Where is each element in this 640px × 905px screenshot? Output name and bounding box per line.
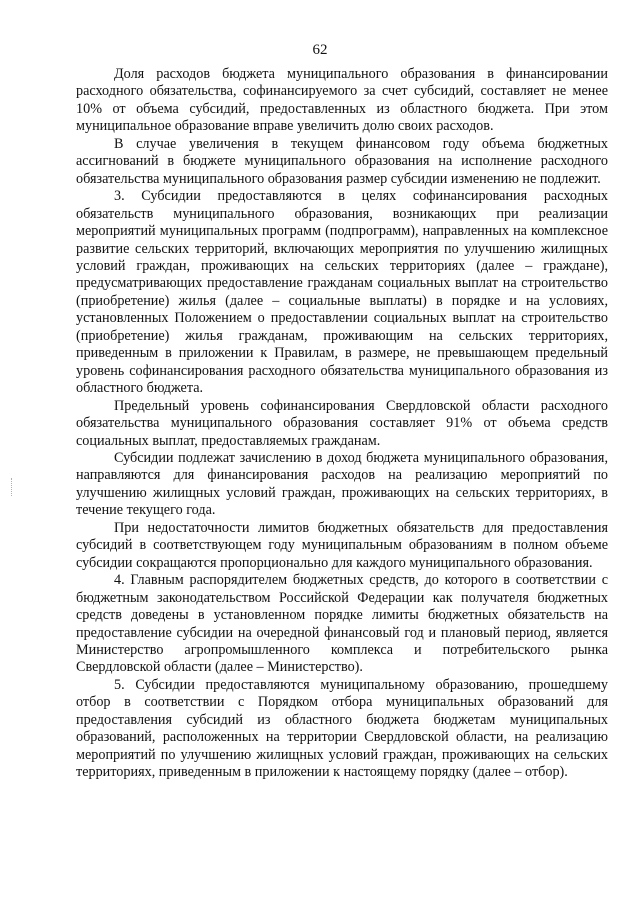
document-body — [76, 66, 608, 782]
paragraph-subsidy-crediting: Субсидии подлежат зачислению в доход бюджета муниципального образования, направляются для финансирования расходов на реализацию мероприятий по улучшению жилищных условий граждан, проживающих на сельских территориях, в течение текущего года. — [76, 449, 608, 519]
margin-mark — [11, 478, 14, 496]
paragraph-item-5-selection: 5. Субсидии предоставляются муниципальному образованию, прошедшему отбор в соответствии с Порядком отбора муниципальных образований для предоставления субсидий из областного бюджета бюджетам муниципальных образований, расположенных на территории Свердловской области, на реализацию мероприятий по улучшению жилищных условий граждан, проживающих на сельских территориях, приведенным в приложении к настоящему порядку (далее – отбор). — [76, 676, 608, 781]
paragraph-cofinancing-limit: Предельный уровень софинансирования Свердловской области расходного обязательства муниципального образования составляет 91% от объема средств социальных выплат, предоставляемых гражданам. — [76, 397, 608, 449]
paragraph-item-3-purpose: 3. Субсидии предоставляются в целях софинансирования расходных обязательств муниципального образования, возникающих при реализации мероприятий муниципальных программ (подпрограмм), направленных на комплексное развитие сельских территорий, включающих мероприятия по улучшению жилищных условий граждан, проживающих на сельских территориях (далее – граждане), предусматривающих предоставление гражданам социальных выплат на строительство (приобретение) жилья (далее – социальные выплаты) в порядке и на условиях, установленных Положением о предоставлении социальных выплат на строительство (приобретение) жилья гражданам, проживающим на сельских территориях, приведенным в приложении к Правилам, в размере, не превышающем предельный уровень софинансирования расходного обязательства муниципального образования из областного бюджета. — [76, 188, 608, 397]
paragraph-allocation-increase: В случае увеличения в текущем финансовом году объема бюджетных ассигнований в бюджете муниципального образования на исполнение расходного обязательства муниципального образования размер субсидии изменению не подлежит. — [76, 135, 608, 187]
paragraph-cofinancing-share: Доля расходов бюджета муниципального образования в финансировании расходного обязательства, софинансируемого за счет субсидий, составляет не менее 10% от объема субсидий, предоставленных из областного бюджета. При этом муниципальное образование вправе увеличить долю своих расходов. — [76, 66, 608, 135]
page-number: 62 — [312, 42, 328, 58]
paragraph-item-4-main-administrator: 4. Главным распорядителем бюджетных средств, до которого в соответствии с бюджетным законодательством Российской Федерации как получателя бюджетных средств доведены в установленном порядке лимиты бюджетных обязательств на предоставление субсидии на очередной финансовый год и плановый период, является Министерство агропромышленного комплекса и потребительского рынка Свердловской области (далее – Министерство). — [76, 572, 608, 676]
paragraph-limit-shortage: При недостаточности лимитов бюджетных обязательств для предоставления субсидий в соответствующем году муниципальным образованиям в полном объеме субсидии сокращаются пропорционально для каждого муниципального образования. — [76, 519, 608, 571]
